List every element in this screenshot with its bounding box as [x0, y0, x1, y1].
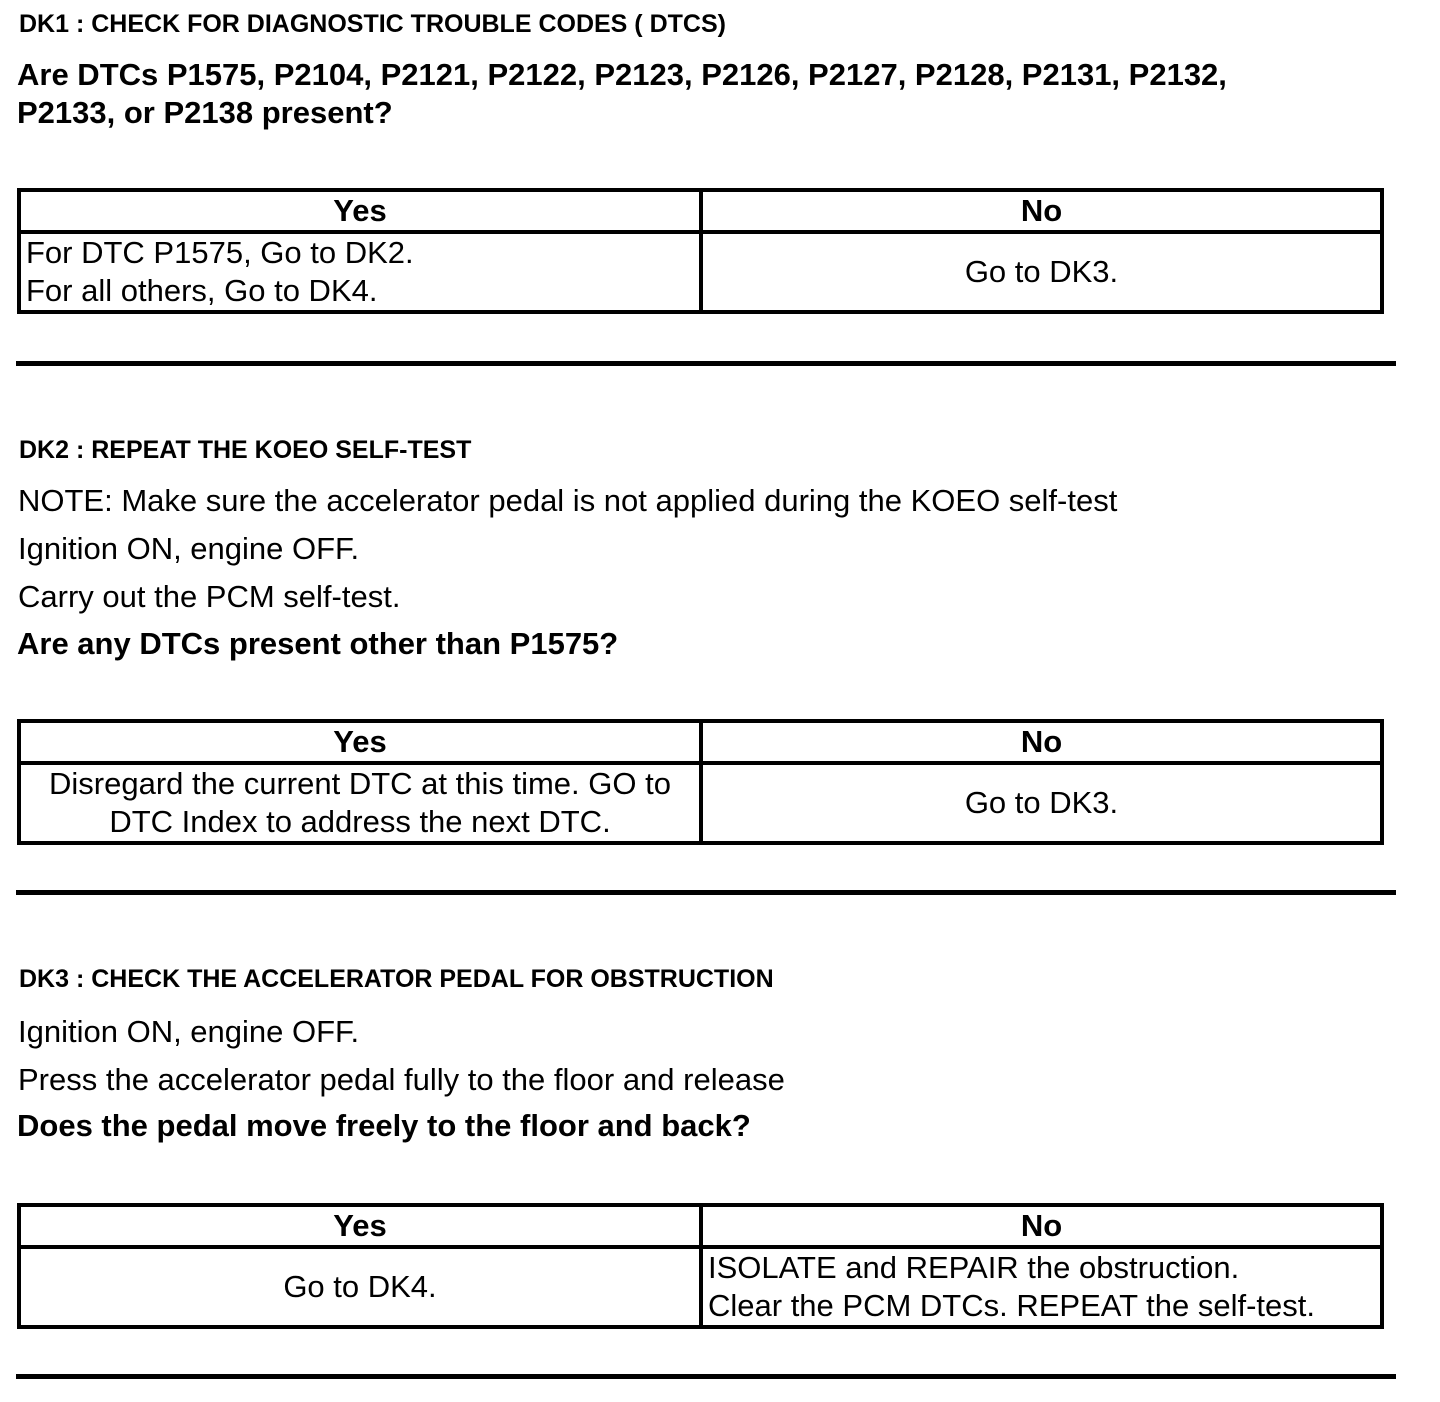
dk1-yes-cell: [19, 232, 701, 312]
dk1-question-line-2: P2133, or P2138 present?: [17, 95, 393, 130]
section-divider-1: [16, 361, 1396, 366]
dk2-yes-header: Yes: [19, 721, 701, 763]
dk3-yes-line-1: Go to DK4.: [283, 1269, 437, 1304]
dk1-yes-line-2: For all others, Go to DK4.: [26, 273, 378, 308]
dk3-yes-cell: [19, 1247, 701, 1327]
dk2-answer-table: [17, 719, 1384, 845]
dk1-question-line-1: Are DTCs P1575, P2104, P2121, P2122, P2123, P2126, P2127, P2128, P2131, P2132,: [17, 57, 1227, 92]
dk1-heading: DK1 : CHECK FOR DIAGNOSTIC TROUBLE CODES ( DTCS): [19, 10, 726, 38]
dk3-heading: DK3 : CHECK THE ACCELERATOR PEDAL FOR OBSTRUCTION: [19, 965, 774, 993]
dk3-no-header: No: [701, 1205, 1382, 1247]
dk3-step-press-pedal: Press the accelerator pedal fully to the floor and release: [18, 1062, 785, 1097]
dk3-yes-header: Yes: [19, 1205, 701, 1247]
dk2-no-line-1: Go to DK3.: [964, 785, 1119, 820]
dk1-no-header: No: [701, 190, 1382, 232]
section-divider-3: [16, 1374, 1396, 1379]
dk1-answer-table: [17, 188, 1384, 314]
section-divider-2: [16, 890, 1396, 895]
dk1-yes-header: Yes: [19, 190, 701, 232]
dk3-question: Does the pedal move freely to the floor and back?: [17, 1108, 751, 1143]
dk3-no-line-1: ISOLATE and REPAIR the obstruction.: [708, 1250, 1240, 1285]
dk2-step-ignition: Ignition ON, engine OFF.: [18, 531, 360, 566]
dk2-yes-line-1: Disregard the current DTC at this time. GO to: [49, 766, 671, 801]
dk2-no-header: No: [701, 721, 1382, 763]
dk2-step-note: NOTE: Make sure the accelerator pedal is not applied during the KOEO self-test: [18, 483, 1118, 518]
dk2-no-cell: [701, 763, 1382, 843]
dk2-yes-line-2: DTC Index to address the next DTC.: [109, 804, 611, 839]
dk2-question: Are any DTCs present other than P1575?: [17, 626, 619, 661]
dk1-yes-line-1: For DTC P1575, Go to DK2.: [26, 235, 414, 270]
dk2-heading: DK2 : REPEAT THE KOEO SELF-TEST: [19, 436, 472, 464]
dk3-answer-table: [17, 1203, 1384, 1329]
dk2-step-self-test: Carry out the PCM self-test.: [18, 579, 401, 614]
dk1-no-cell: [701, 232, 1382, 312]
dk1-no-line-1: Go to DK3.: [964, 254, 1119, 289]
dk3-no-line-2: Clear the PCM DTCs. REPEAT the self-test.: [708, 1288, 1315, 1323]
dk2-yes-cell: [19, 763, 701, 843]
dk3-step-ignition: Ignition ON, engine OFF.: [18, 1014, 360, 1049]
dk3-no-cell: [701, 1247, 1382, 1327]
dk1-question: [17, 56, 1227, 132]
